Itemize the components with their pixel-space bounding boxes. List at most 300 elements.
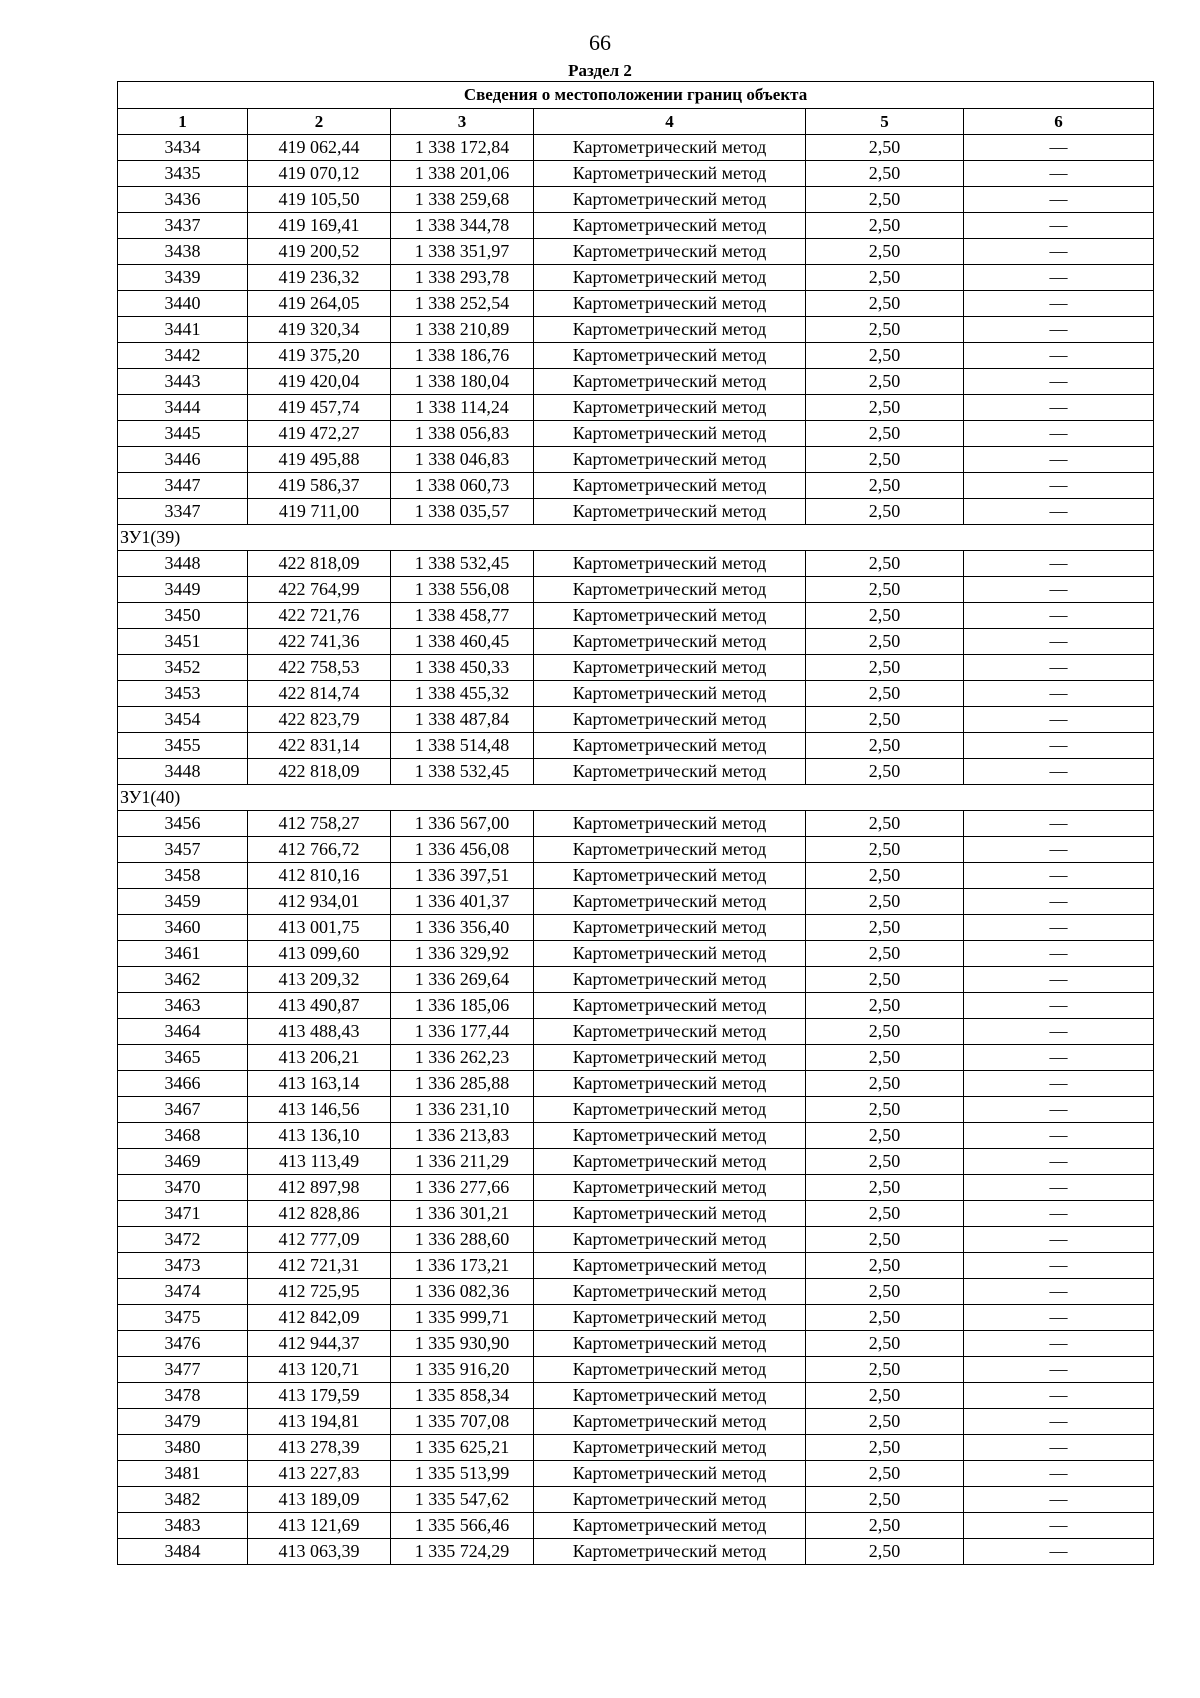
note-cell: — — [964, 837, 1154, 863]
point-number-cell: 3439 — [118, 265, 248, 291]
point-number-cell: 3462 — [118, 967, 248, 993]
method-cell: Картометрический метод — [534, 863, 806, 889]
point-number-cell: 3449 — [118, 577, 248, 603]
point-number-cell: 3434 — [118, 135, 248, 161]
note-cell: — — [964, 1253, 1154, 1279]
accuracy-cell: 2,50 — [806, 1331, 964, 1357]
method-cell: Картометрический метод — [534, 1435, 806, 1461]
point-number-cell: 3480 — [118, 1435, 248, 1461]
accuracy-cell: 2,50 — [806, 655, 964, 681]
table-row — [118, 1409, 1154, 1435]
table-row — [118, 187, 1154, 213]
x-coordinate-cell: 413 001,75 — [248, 915, 391, 941]
point-number-cell: 3469 — [118, 1149, 248, 1175]
note-cell: — — [964, 1227, 1154, 1253]
method-cell: Картометрический метод — [534, 1461, 806, 1487]
accuracy-cell: 2,50 — [806, 551, 964, 577]
table-row — [118, 395, 1154, 421]
accuracy-cell: 2,50 — [806, 1409, 964, 1435]
table-row — [118, 1435, 1154, 1461]
x-coordinate-cell: 412 777,09 — [248, 1227, 391, 1253]
accuracy-cell: 2,50 — [806, 239, 964, 265]
table-row — [118, 499, 1154, 525]
x-coordinate-cell: 413 490,87 — [248, 993, 391, 1019]
table-row — [118, 1513, 1154, 1539]
y-coordinate-cell: 1 338 210,89 — [391, 317, 534, 343]
accuracy-cell: 2,50 — [806, 811, 964, 837]
point-number-cell: 3465 — [118, 1045, 248, 1071]
x-coordinate-cell: 413 146,56 — [248, 1097, 391, 1123]
note-cell: — — [964, 655, 1154, 681]
y-coordinate-cell: 1 338 532,45 — [391, 759, 534, 785]
table-row — [118, 135, 1154, 161]
table-row — [118, 681, 1154, 707]
y-coordinate-cell: 1 336 285,88 — [391, 1071, 534, 1097]
point-number-cell: 3455 — [118, 733, 248, 759]
method-cell: Картометрический метод — [534, 265, 806, 291]
y-coordinate-cell: 1 335 858,34 — [391, 1383, 534, 1409]
accuracy-cell: 2,50 — [806, 1045, 964, 1071]
accuracy-cell: 2,50 — [806, 421, 964, 447]
accuracy-cell: 2,50 — [806, 1435, 964, 1461]
note-cell: — — [964, 161, 1154, 187]
table-row — [118, 1227, 1154, 1253]
y-coordinate-cell: 1 338 046,83 — [391, 447, 534, 473]
point-number-cell: 3466 — [118, 1071, 248, 1097]
y-coordinate-cell: 1 338 060,73 — [391, 473, 534, 499]
column-number: 6 — [964, 109, 1154, 135]
y-coordinate-cell: 1 335 513,99 — [391, 1461, 534, 1487]
accuracy-cell: 2,50 — [806, 265, 964, 291]
note-cell: — — [964, 1149, 1154, 1175]
point-number-cell: 3443 — [118, 369, 248, 395]
accuracy-cell: 2,50 — [806, 863, 964, 889]
y-coordinate-cell: 1 336 567,00 — [391, 811, 534, 837]
method-cell: Картометрический метод — [534, 1383, 806, 1409]
point-number-cell: 3452 — [118, 655, 248, 681]
x-coordinate-cell: 413 099,60 — [248, 941, 391, 967]
accuracy-cell: 2,50 — [806, 317, 964, 343]
method-cell: Картометрический метод — [534, 967, 806, 993]
method-cell: Картометрический метод — [534, 655, 806, 681]
x-coordinate-cell: 412 721,31 — [248, 1253, 391, 1279]
accuracy-cell: 2,50 — [806, 447, 964, 473]
x-coordinate-cell: 413 063,39 — [248, 1539, 391, 1565]
table-row — [118, 1019, 1154, 1045]
method-cell: Картометрический метод — [534, 603, 806, 629]
y-coordinate-cell: 1 338 487,84 — [391, 707, 534, 733]
method-cell: Картометрический метод — [534, 1227, 806, 1253]
point-number-cell: 3458 — [118, 863, 248, 889]
y-coordinate-cell: 1 335 625,21 — [391, 1435, 534, 1461]
x-coordinate-cell: 412 944,37 — [248, 1331, 391, 1357]
method-cell: Картометрический метод — [534, 1409, 806, 1435]
x-coordinate-cell: 412 828,86 — [248, 1201, 391, 1227]
note-cell: — — [964, 213, 1154, 239]
accuracy-cell: 2,50 — [806, 395, 964, 421]
y-coordinate-cell: 1 338 259,68 — [391, 187, 534, 213]
accuracy-cell: 2,50 — [806, 941, 964, 967]
table-row — [118, 161, 1154, 187]
x-coordinate-cell: 413 136,10 — [248, 1123, 391, 1149]
method-cell: Картометрический метод — [534, 187, 806, 213]
note-cell: — — [964, 1305, 1154, 1331]
x-coordinate-cell: 412 897,98 — [248, 1175, 391, 1201]
note-cell: — — [964, 1487, 1154, 1513]
method-cell: Картометрический метод — [534, 239, 806, 265]
x-coordinate-cell: 413 209,32 — [248, 967, 391, 993]
page-number: 66 — [589, 30, 611, 55]
x-coordinate-cell: 419 320,34 — [248, 317, 391, 343]
note-cell: — — [964, 1383, 1154, 1409]
y-coordinate-cell: 1 336 456,08 — [391, 837, 534, 863]
accuracy-cell: 2,50 — [806, 473, 964, 499]
x-coordinate-cell: 413 206,21 — [248, 1045, 391, 1071]
table-row — [118, 1123, 1154, 1149]
note-cell: — — [964, 1357, 1154, 1383]
point-number-cell: 3484 — [118, 1539, 248, 1565]
point-number-cell: 3436 — [118, 187, 248, 213]
x-coordinate-cell: 419 070,12 — [248, 161, 391, 187]
table-row — [118, 1045, 1154, 1071]
table-row — [118, 629, 1154, 655]
note-cell: — — [964, 1071, 1154, 1097]
accuracy-cell: 2,50 — [806, 1513, 964, 1539]
method-cell: Картометрический метод — [534, 473, 806, 499]
y-coordinate-cell: 1 336 301,21 — [391, 1201, 534, 1227]
note-cell: — — [964, 1513, 1154, 1539]
accuracy-cell: 2,50 — [806, 759, 964, 785]
x-coordinate-cell: 419 457,74 — [248, 395, 391, 421]
accuracy-cell: 2,50 — [806, 1253, 964, 1279]
accuracy-cell: 2,50 — [806, 187, 964, 213]
accuracy-cell: 2,50 — [806, 707, 964, 733]
column-number: 2 — [248, 109, 391, 135]
y-coordinate-cell: 1 335 547,62 — [391, 1487, 534, 1513]
x-coordinate-cell: 419 375,20 — [248, 343, 391, 369]
table-row — [118, 1539, 1154, 1565]
method-cell: Картометрический метод — [534, 811, 806, 837]
point-number-cell: 3448 — [118, 759, 248, 785]
point-number-cell: 3460 — [118, 915, 248, 941]
point-number-cell: 3478 — [118, 1383, 248, 1409]
y-coordinate-cell: 1 336 356,40 — [391, 915, 534, 941]
x-coordinate-cell: 413 488,43 — [248, 1019, 391, 1045]
y-coordinate-cell: 1 335 916,20 — [391, 1357, 534, 1383]
accuracy-cell: 2,50 — [806, 1383, 964, 1409]
point-number-cell: 3482 — [118, 1487, 248, 1513]
x-coordinate-cell: 412 934,01 — [248, 889, 391, 915]
accuracy-cell: 2,50 — [806, 161, 964, 187]
accuracy-cell: 2,50 — [806, 1539, 964, 1565]
table-row — [118, 1201, 1154, 1227]
note-cell: — — [964, 967, 1154, 993]
method-cell: Картометрический метод — [534, 1201, 806, 1227]
method-cell: Картометрический метод — [534, 1175, 806, 1201]
x-coordinate-cell: 422 764,99 — [248, 577, 391, 603]
accuracy-cell: 2,50 — [806, 1279, 964, 1305]
table-row — [118, 1071, 1154, 1097]
x-coordinate-cell: 419 420,04 — [248, 369, 391, 395]
point-number-cell: 3467 — [118, 1097, 248, 1123]
accuracy-cell: 2,50 — [806, 733, 964, 759]
table-row — [118, 915, 1154, 941]
accuracy-cell: 2,50 — [806, 291, 964, 317]
accuracy-cell: 2,50 — [806, 1149, 964, 1175]
table-row — [118, 603, 1154, 629]
note-cell: — — [964, 863, 1154, 889]
point-number-cell: 3442 — [118, 343, 248, 369]
method-cell: Картометрический метод — [534, 837, 806, 863]
note-cell: — — [964, 1331, 1154, 1357]
x-coordinate-cell: 412 842,09 — [248, 1305, 391, 1331]
y-coordinate-cell: 1 338 514,48 — [391, 733, 534, 759]
point-number-cell: 3473 — [118, 1253, 248, 1279]
table-row — [118, 1097, 1154, 1123]
column-number: 5 — [806, 109, 964, 135]
accuracy-cell: 2,50 — [806, 1461, 964, 1487]
accuracy-cell: 2,50 — [806, 681, 964, 707]
accuracy-cell: 2,50 — [806, 135, 964, 161]
method-cell: Картометрический метод — [534, 733, 806, 759]
y-coordinate-cell: 1 336 329,92 — [391, 941, 534, 967]
accuracy-cell: 2,50 — [806, 577, 964, 603]
table-row — [118, 863, 1154, 889]
point-number-cell: 3483 — [118, 1513, 248, 1539]
y-coordinate-cell: 1 336 211,29 — [391, 1149, 534, 1175]
table-row — [118, 1357, 1154, 1383]
note-cell: — — [964, 395, 1154, 421]
note-cell: — — [964, 343, 1154, 369]
method-cell: Картометрический метод — [534, 1305, 806, 1331]
x-coordinate-cell: 422 831,14 — [248, 733, 391, 759]
parcel-group-label: ЗУ1(39) — [118, 525, 1154, 551]
table-row — [118, 837, 1154, 863]
y-coordinate-cell: 1 338 556,08 — [391, 577, 534, 603]
accuracy-cell: 2,50 — [806, 1097, 964, 1123]
y-coordinate-cell: 1 335 724,29 — [391, 1539, 534, 1565]
x-coordinate-cell: 419 105,50 — [248, 187, 391, 213]
note-cell: — — [964, 811, 1154, 837]
y-coordinate-cell: 1 335 566,46 — [391, 1513, 534, 1539]
x-coordinate-cell: 422 818,09 — [248, 551, 391, 577]
y-coordinate-cell: 1 336 082,36 — [391, 1279, 534, 1305]
method-cell: Картометрический метод — [534, 1279, 806, 1305]
note-cell: — — [964, 603, 1154, 629]
table-row — [118, 993, 1154, 1019]
column-number: 3 — [391, 109, 534, 135]
method-cell: Картометрический метод — [534, 499, 806, 525]
note-cell: — — [964, 317, 1154, 343]
table-row — [118, 655, 1154, 681]
y-coordinate-cell: 1 336 231,10 — [391, 1097, 534, 1123]
method-cell: Картометрический метод — [534, 889, 806, 915]
y-coordinate-cell: 1 336 185,06 — [391, 993, 534, 1019]
y-coordinate-cell: 1 336 177,44 — [391, 1019, 534, 1045]
y-coordinate-cell: 1 338 035,57 — [391, 499, 534, 525]
accuracy-cell: 2,50 — [806, 1201, 964, 1227]
table-row — [118, 213, 1154, 239]
method-cell: Картометрический метод — [534, 1357, 806, 1383]
point-number-cell: 3454 — [118, 707, 248, 733]
table-row — [118, 1383, 1154, 1409]
note-cell: — — [964, 265, 1154, 291]
y-coordinate-cell: 1 336 397,51 — [391, 863, 534, 889]
accuracy-cell: 2,50 — [806, 1487, 964, 1513]
note-cell: — — [964, 1097, 1154, 1123]
point-number-cell: 3481 — [118, 1461, 248, 1487]
x-coordinate-cell: 419 236,32 — [248, 265, 391, 291]
x-coordinate-cell: 413 121,69 — [248, 1513, 391, 1539]
x-coordinate-cell: 412 810,16 — [248, 863, 391, 889]
table-row — [118, 967, 1154, 993]
note-cell: — — [964, 369, 1154, 395]
note-cell: — — [964, 707, 1154, 733]
x-coordinate-cell: 419 472,27 — [248, 421, 391, 447]
method-cell: Картометрический метод — [534, 1071, 806, 1097]
x-coordinate-cell: 419 495,88 — [248, 447, 391, 473]
table-row — [118, 551, 1154, 577]
method-cell: Картометрический метод — [534, 681, 806, 707]
table-row — [118, 265, 1154, 291]
note-cell: — — [964, 1201, 1154, 1227]
x-coordinate-cell: 413 113,49 — [248, 1149, 391, 1175]
y-coordinate-cell: 1 338 460,45 — [391, 629, 534, 655]
method-cell: Картометрический метод — [534, 343, 806, 369]
point-number-cell: 3446 — [118, 447, 248, 473]
method-cell: Картометрический метод — [534, 291, 806, 317]
point-number-cell: 3477 — [118, 1357, 248, 1383]
note-cell: — — [964, 1019, 1154, 1045]
y-coordinate-cell: 1 338 114,24 — [391, 395, 534, 421]
method-cell: Картометрический метод — [534, 161, 806, 187]
table-row — [118, 421, 1154, 447]
point-number-cell: 3476 — [118, 1331, 248, 1357]
table-row — [118, 1279, 1154, 1305]
note-cell: — — [964, 187, 1154, 213]
y-coordinate-cell: 1 336 401,37 — [391, 889, 534, 915]
method-cell: Картометрический метод — [534, 395, 806, 421]
accuracy-cell: 2,50 — [806, 1357, 964, 1383]
point-number-cell: 3479 — [118, 1409, 248, 1435]
table-row — [118, 759, 1154, 785]
x-coordinate-cell: 412 758,27 — [248, 811, 391, 837]
table-row — [118, 1305, 1154, 1331]
method-cell: Картометрический метод — [534, 421, 806, 447]
point-number-cell: 3447 — [118, 473, 248, 499]
x-coordinate-cell: 422 741,36 — [248, 629, 391, 655]
point-number-cell: 3475 — [118, 1305, 248, 1331]
point-number-cell: 3456 — [118, 811, 248, 837]
accuracy-cell: 2,50 — [806, 1227, 964, 1253]
point-number-cell: 3471 — [118, 1201, 248, 1227]
table-row — [118, 577, 1154, 603]
accuracy-cell: 2,50 — [806, 1305, 964, 1331]
y-coordinate-cell: 1 336 277,66 — [391, 1175, 534, 1201]
note-cell: — — [964, 915, 1154, 941]
point-number-cell: 3450 — [118, 603, 248, 629]
table-row — [118, 733, 1154, 759]
accuracy-cell: 2,50 — [806, 1175, 964, 1201]
table-row — [118, 707, 1154, 733]
accuracy-cell: 2,50 — [806, 1071, 964, 1097]
method-cell: Картометрический метод — [534, 1253, 806, 1279]
column-number: 1 — [118, 109, 248, 135]
note-cell: — — [964, 551, 1154, 577]
accuracy-cell: 2,50 — [806, 213, 964, 239]
note-cell: — — [964, 681, 1154, 707]
y-coordinate-cell: 1 338 344,78 — [391, 213, 534, 239]
method-cell: Картометрический метод — [534, 1019, 806, 1045]
table-row — [118, 343, 1154, 369]
table-row — [118, 1487, 1154, 1513]
y-coordinate-cell: 1 338 172,84 — [391, 135, 534, 161]
method-cell: Картометрический метод — [534, 707, 806, 733]
x-coordinate-cell: 412 766,72 — [248, 837, 391, 863]
x-coordinate-cell: 413 179,59 — [248, 1383, 391, 1409]
note-cell: — — [964, 941, 1154, 967]
point-number-cell: 3470 — [118, 1175, 248, 1201]
y-coordinate-cell: 1 338 252,54 — [391, 291, 534, 317]
note-cell: — — [964, 733, 1154, 759]
note-cell: — — [964, 239, 1154, 265]
table-row — [118, 1149, 1154, 1175]
x-coordinate-cell: 419 200,52 — [248, 239, 391, 265]
column-number: 4 — [534, 109, 806, 135]
note-cell: — — [964, 759, 1154, 785]
y-coordinate-cell: 1 336 213,83 — [391, 1123, 534, 1149]
point-number-cell: 3468 — [118, 1123, 248, 1149]
note-cell: — — [964, 993, 1154, 1019]
x-coordinate-cell: 413 194,81 — [248, 1409, 391, 1435]
point-number-cell: 3463 — [118, 993, 248, 1019]
table-body — [118, 82, 1154, 1565]
table-row — [118, 1461, 1154, 1487]
boundary-coordinates-table — [117, 81, 1154, 1565]
point-number-cell: 3472 — [118, 1227, 248, 1253]
x-coordinate-cell: 413 120,71 — [248, 1357, 391, 1383]
method-cell: Картометрический метод — [534, 1331, 806, 1357]
point-number-cell: 3451 — [118, 629, 248, 655]
section-title: Раздел 2 — [568, 61, 632, 80]
note-cell: — — [964, 135, 1154, 161]
x-coordinate-cell: 413 163,14 — [248, 1071, 391, 1097]
point-number-cell: 3464 — [118, 1019, 248, 1045]
table-caption-row — [118, 82, 1154, 109]
accuracy-cell: 2,50 — [806, 499, 964, 525]
x-coordinate-cell: 413 227,83 — [248, 1461, 391, 1487]
x-coordinate-cell: 419 711,00 — [248, 499, 391, 525]
method-cell: Картометрический метод — [534, 577, 806, 603]
method-cell: Картометрический метод — [534, 1539, 806, 1565]
table-row — [118, 1331, 1154, 1357]
note-cell: — — [964, 1409, 1154, 1435]
table-row — [118, 811, 1154, 837]
note-cell: — — [964, 1175, 1154, 1201]
table-row — [118, 317, 1154, 343]
x-coordinate-cell: 419 062,44 — [248, 135, 391, 161]
point-number-cell: 3448 — [118, 551, 248, 577]
x-coordinate-cell: 422 721,76 — [248, 603, 391, 629]
parcel-group-row — [118, 785, 1154, 811]
y-coordinate-cell: 1 335 999,71 — [391, 1305, 534, 1331]
accuracy-cell: 2,50 — [806, 1019, 964, 1045]
method-cell: Картометрический метод — [534, 551, 806, 577]
point-number-cell: 3474 — [118, 1279, 248, 1305]
table-row — [118, 941, 1154, 967]
method-cell: Картометрический метод — [534, 759, 806, 785]
note-cell: — — [964, 499, 1154, 525]
